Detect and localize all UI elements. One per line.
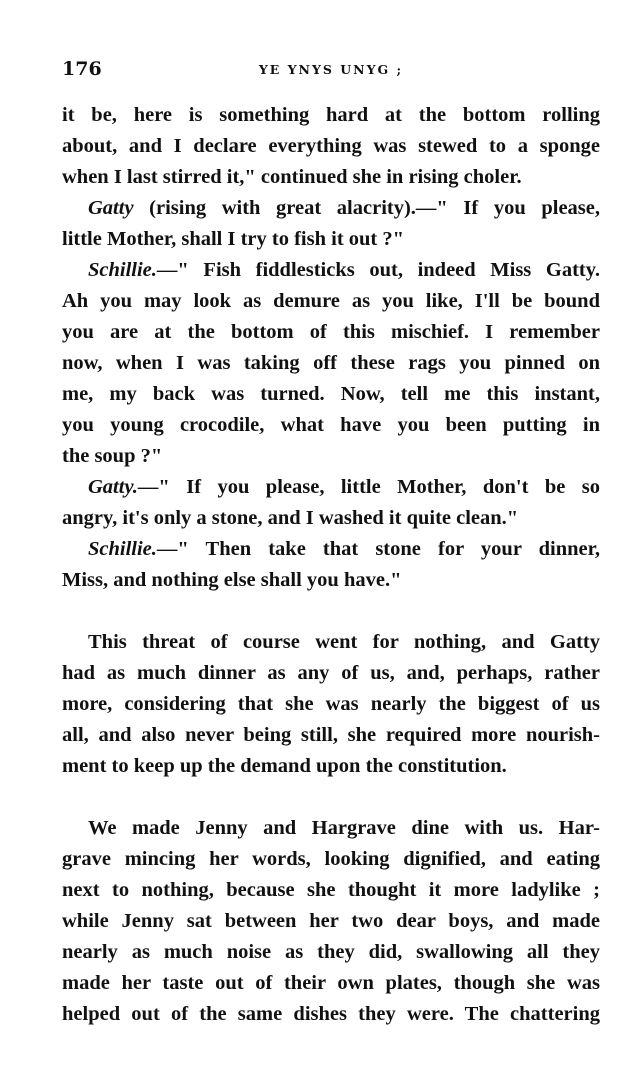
text-line	[62, 627, 600, 658]
line-text: next to nothing, because she thought it more ladylike ;	[62, 879, 600, 901]
body-text	[62, 100, 600, 1030]
text-line	[62, 100, 600, 131]
paragraph	[62, 472, 600, 534]
text-line	[62, 348, 600, 379]
text-line	[62, 472, 600, 503]
running-head: YE YNYS UNYG ;	[258, 62, 404, 77]
line-text: (rising with great alacrity).—" If you please,	[133, 197, 600, 219]
line-text: made her taste out of their own plates, though she was	[62, 972, 600, 994]
paragraph	[62, 255, 600, 472]
text-line	[62, 162, 600, 193]
text-line	[62, 844, 600, 875]
line-text: you young crocodile, what have you been putting in	[62, 414, 600, 436]
text-line	[62, 224, 600, 255]
page-header	[62, 58, 600, 84]
paragraph	[62, 813, 600, 1030]
line-text: the soup ?"	[62, 445, 163, 467]
paragraph	[62, 627, 600, 782]
line-text: —" If you please, little Mother, don't be so	[137, 476, 600, 498]
line-text: ment to keep up the demand upon the constitution.	[62, 755, 507, 777]
line-text: Miss, and nothing else shall you have."	[62, 569, 402, 591]
line-text: it be, here is something hard at the bottom rolling	[62, 104, 600, 126]
text-line	[62, 813, 600, 844]
line-text: nearly as much noise as they did, swallowing all they	[62, 941, 600, 963]
speaker-name: Schillie.	[88, 259, 157, 281]
line-text: when I last stirred it," continued she in rising choler.	[62, 166, 522, 188]
paragraph-gap	[62, 596, 600, 627]
text-line	[62, 317, 600, 348]
line-text: grave mincing her words, looking dignified, and eating	[62, 848, 600, 870]
text-line	[62, 441, 600, 472]
book-page	[62, 58, 600, 1030]
text-line	[62, 999, 600, 1030]
page-number: 176	[62, 58, 102, 80]
line-text: —" Fish fiddlesticks out, indeed Miss Gatty.	[156, 259, 600, 281]
text-line	[62, 658, 600, 689]
line-text: —" Then take that stone for your dinner,	[156, 538, 600, 560]
line-text: This threat of course went for nothing, and Gatty	[88, 631, 600, 653]
text-line	[62, 875, 600, 906]
text-line	[62, 565, 600, 596]
text-line	[62, 751, 600, 782]
text-line	[62, 193, 600, 224]
line-text: more, considering that she was nearly the biggest of us	[62, 693, 600, 715]
line-text: had as much dinner as any of us, and, perhaps, rather	[62, 662, 600, 684]
paragraph	[62, 193, 600, 255]
paragraph	[62, 534, 600, 596]
line-text: We made Jenny and Hargrave dine with us. Har-	[88, 817, 600, 839]
line-text: you are at the bottom of this mischief. I remember	[62, 321, 600, 343]
text-line	[62, 286, 600, 317]
line-text: little Mother, shall I try to fish it out ?"	[62, 228, 405, 250]
line-text: helped out of the same dishes they were. The chattering	[62, 1003, 600, 1025]
speaker-name: Schillie.	[88, 538, 157, 560]
text-line	[62, 720, 600, 751]
line-text: about, and I declare everything was stewed to a sponge	[62, 135, 600, 157]
text-line	[62, 968, 600, 999]
line-text: Ah you may look as demure as you like, I'll be bound	[62, 290, 600, 312]
text-line	[62, 255, 600, 286]
paragraph-gap	[62, 782, 600, 813]
speaker-name: Gatty.	[88, 476, 138, 498]
speaker-name: Gatty	[88, 197, 134, 219]
text-line	[62, 410, 600, 441]
text-line	[62, 503, 600, 534]
line-text: now, when I was taking off these rags you pinned on	[62, 352, 600, 374]
text-line	[62, 131, 600, 162]
line-text: me, my back was turned. Now, tell me this instant,	[62, 383, 600, 405]
text-line	[62, 534, 600, 565]
text-line	[62, 379, 600, 410]
line-text: while Jenny sat between her two dear boys, and made	[62, 910, 600, 932]
line-text: angry, it's only a stone, and I washed it quite clean."	[62, 507, 519, 529]
text-line	[62, 937, 600, 968]
text-line	[62, 906, 600, 937]
text-line	[62, 689, 600, 720]
line-text: all, and also never being still, she required more nourish-	[62, 724, 600, 746]
paragraph	[62, 100, 600, 193]
